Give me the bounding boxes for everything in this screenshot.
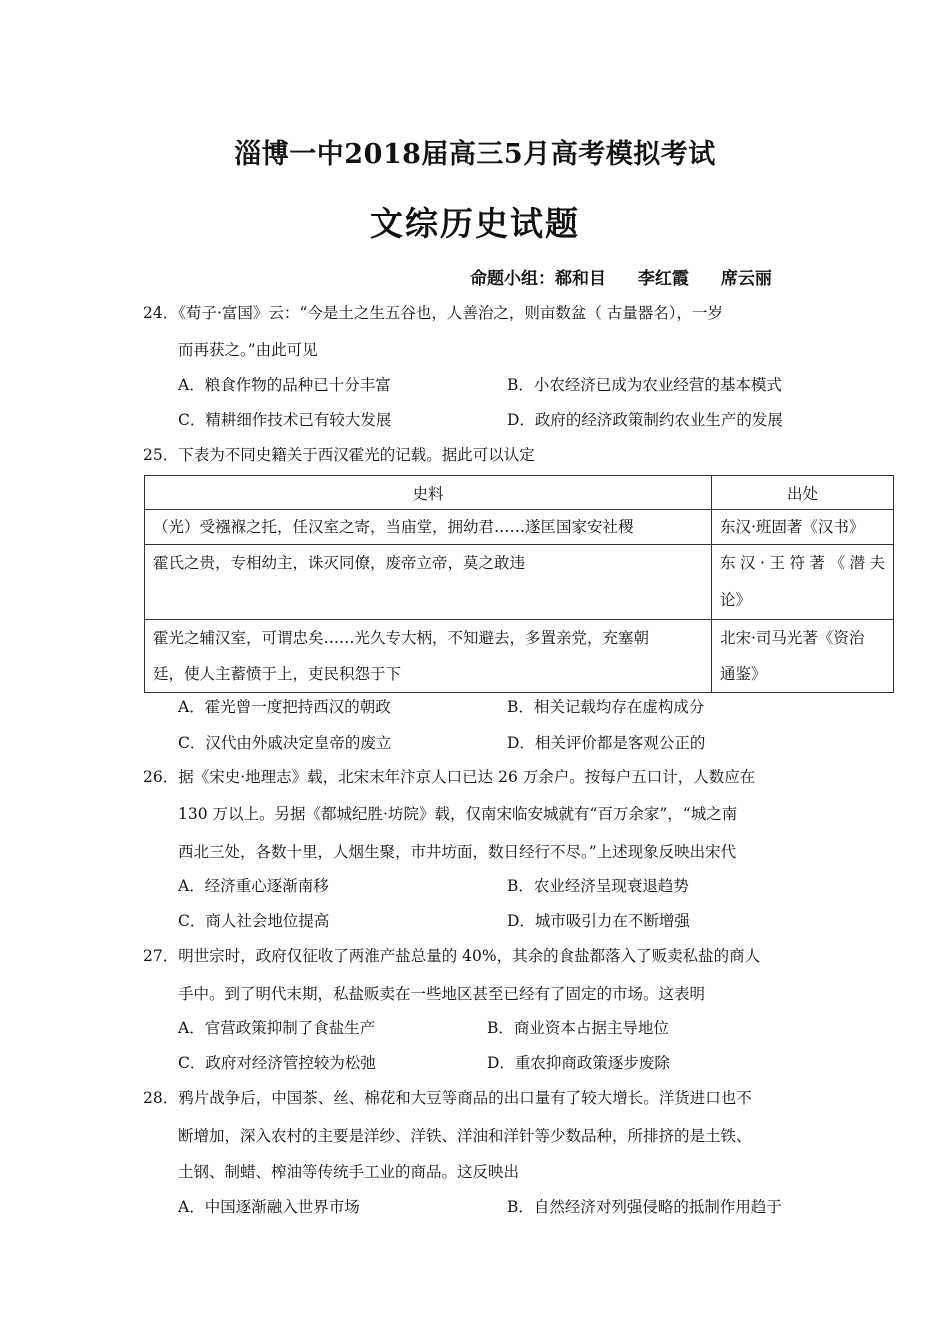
table-row [145,620,894,693]
question-25-option-b: B．相关记载均存在虚构成分 [507,698,705,716]
question-24-option-b: B．小农经济已成为农业经营的基本模式 [507,376,782,394]
question-28-stem: 28．鸦片战争后，中国茶、丝、棉花和大豆等商品的出口量有了较大增长。洋货进口也不 [143,1089,752,1107]
table-cell-origin [712,620,894,693]
question-28-option-b: B．自然经济对列强侵略的抵制作用趋于 [507,1198,782,1216]
author-name: 席云丽 [720,269,772,289]
question-26-option-c: C．商人社会地位提高 [178,912,330,930]
question-28-option-a: A．中国逐渐融入世界市场 [178,1198,360,1216]
question-26-option-b: B．农业经济呈现衰退趋势 [507,877,689,895]
question-26-stem-cont: 130 万以上。另据《都城纪胜·坊院》载，仅南宋临安城就有“百万余家”，“城之南 [178,805,738,823]
table-cell-origin: 东汉·班固著《汉书》 [712,510,894,545]
table-cell-text [145,620,712,693]
question-25-stem: 25．下表为不同史籍关于西汉霍光的记载。据此可以认定 [143,446,535,464]
source-table [144,475,894,693]
question-27-stem-cont: 手中。到了明代末期，私盐贩卖在一些地区甚至已经有了固定的市场。这表明 [178,985,706,1003]
question-27-option-d: D．重农抑商政策逐步废除 [487,1054,670,1072]
origin-line: 北宋·司马光著《资治 [720,629,865,647]
question-24-option-a: A．粮食作物的品种已十分丰富 [178,376,391,394]
author-line [470,264,798,289]
question-25-option-d: D．相关评价都是客观公正的 [507,734,706,752]
question-26-option-d: D．城市吸引力在不断增强 [507,912,690,930]
question-24-stem-cont: 而再获之。”由此可见 [178,341,318,359]
question-27-option-b: B．商业资本占据主导地位 [487,1019,669,1037]
table-header-source-text: 史料 [145,476,712,510]
table-cell-origin [712,545,894,620]
table-cell-text: （光）受襁褓之托，任汉室之寄，当庙堂，拥幼君……遂匡国家安社稷 [145,510,712,545]
origin-line: 东汉·王符著《潜夫 [720,554,885,572]
question-26-option-a: A．经济重心逐渐南移 [178,877,329,895]
question-26-stem: 26．据《宋史·地理志》载，北宋末年汴京人口已达 26 万余户。按每户五口计，人数应在 [143,768,756,786]
authors-label: 命题小组：郗和目 [470,269,606,289]
question-25-option-a: A．霍光曾一度把持西汉的朝政 [178,698,391,716]
text-line: 霍光之辅汉室，可谓忠矣……光久专大柄，不知避去，多置亲党，充塞朝 [153,629,650,647]
table-cell-text: 霍氏之贵，专相幼主，诛灭同僚，废帝立帝，莫之敢违 [145,545,712,620]
origin-line: 通鉴》 [720,665,767,683]
table-header-origin: 出处 [712,476,894,510]
question-28-stem-cont: 断增加，深入农村的主要是洋纱、洋铁、洋油和洋针等少数品种，所排挤的是土铁、 [178,1127,752,1145]
table-row [145,545,894,620]
question-27-stem: 27．明世宗时，政府仅征收了两淮产盐总量的 40%，其余的食盐都落入了贩卖私盐的商人 [143,947,761,965]
question-27-option-a: A．官营政策抑制了食盐生产 [178,1019,376,1037]
author-name: 李红霞 [637,269,689,289]
question-24-stem: 24．《荀子·富国》云：“今是土之生五谷也，人善治之，则亩数盆（ 古量器名），一岁 [143,304,724,322]
table-row [145,510,894,545]
question-27-option-c: C．政府对经济管控较为松弛 [178,1054,376,1072]
question-25-option-c: C．汉代由外戚决定皇帝的废立 [178,734,392,752]
text-line: 廷，使人主蓄愤于上，吏民积怨于下 [153,665,402,683]
question-24-option-d: D．政府的经济政策制约农业生产的发展 [507,411,783,429]
question-28-stem-cont: 土钢、制蜡、榨油等传统手工业的商品。这反映出 [178,1163,520,1181]
question-24-option-c: C．精耕细作技术已有较大发展 [178,411,392,429]
exam-title: 淄博一中2018届高三5月高考模拟考试 [234,139,716,170]
origin-line: 论》 [720,591,752,609]
question-26-stem-cont: 西北三处，各数十里，人烟生聚，市井坊面，数日经行不尽。”上述现象反映出宋代 [178,843,737,861]
exam-subtitle: 文综历史试题 [370,204,580,243]
